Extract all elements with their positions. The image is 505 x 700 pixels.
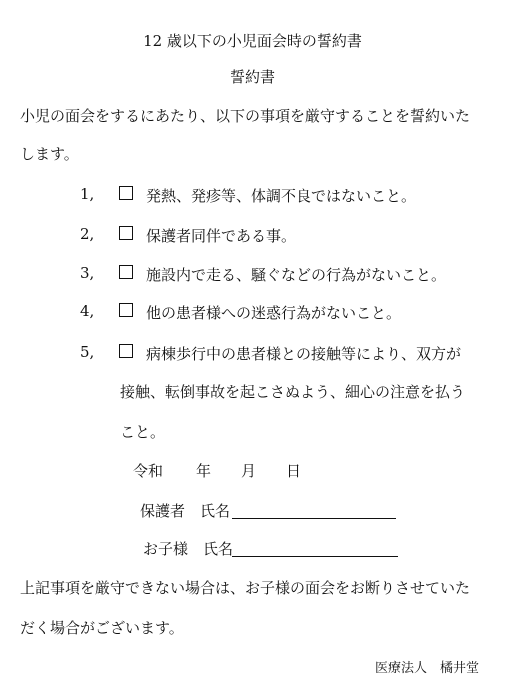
date-era-label: 令和 (133, 462, 164, 480)
intro-line-2: します。 (20, 145, 79, 163)
item-number-3: 3, (80, 264, 95, 282)
item-text-4: 他の患者様への迷惑行為がないこと。 (146, 304, 402, 322)
item-text-5-line-3: こと。 (120, 423, 166, 441)
guardian-name-label: 保護者 氏名 (140, 502, 231, 520)
item-text-2: 保護者同伴である事。 (146, 227, 297, 245)
document-subtitle: 誓約書 (229, 68, 275, 86)
date-year-label: 年 (196, 462, 212, 480)
item-checkbox-4[interactable] (119, 303, 133, 317)
intro-line-1: 小児の面会をするにあたり、以下の事項を厳守することを誓約いた (20, 107, 471, 125)
item-checkbox-5[interactable] (119, 344, 133, 358)
item-number-4: 4, (80, 302, 95, 320)
item-text-1: 発熱、発疹等、体調不良ではないこと。 (146, 187, 417, 205)
item-number-2: 2, (80, 225, 95, 243)
item-number-1: 1, (80, 185, 95, 203)
item-text-5-line-1: 病棟歩行中の患者様との接触等により、双方が (146, 345, 462, 363)
item-number-5: 5, (80, 343, 95, 361)
child-name-label: お子様 氏名 (143, 540, 234, 558)
notice-line-1: 上記事項を厳守できない場合は、お子様の面会をお断りさせていた (20, 579, 471, 597)
guardian-name-line[interactable] (232, 518, 396, 519)
item-checkbox-2[interactable] (119, 226, 133, 240)
date-month-label: 月 (241, 462, 257, 480)
document-title: 12 歳以下の小児面会時の誓約書 (143, 32, 362, 50)
item-checkbox-1[interactable] (119, 186, 133, 200)
date-day-label: 日 (286, 462, 302, 480)
footer-organization: 医療法人 橘井堂 (375, 661, 480, 676)
item-checkbox-3[interactable] (119, 265, 133, 279)
notice-line-2: だく場合がございます。 (20, 619, 184, 637)
item-text-3: 施設内で走る、騒ぐなどの行為がないこと。 (146, 266, 447, 284)
child-name-line[interactable] (232, 556, 398, 557)
item-text-5-line-2: 接触、転倒事故を起こさぬよう、細心の注意を払う (120, 383, 466, 401)
